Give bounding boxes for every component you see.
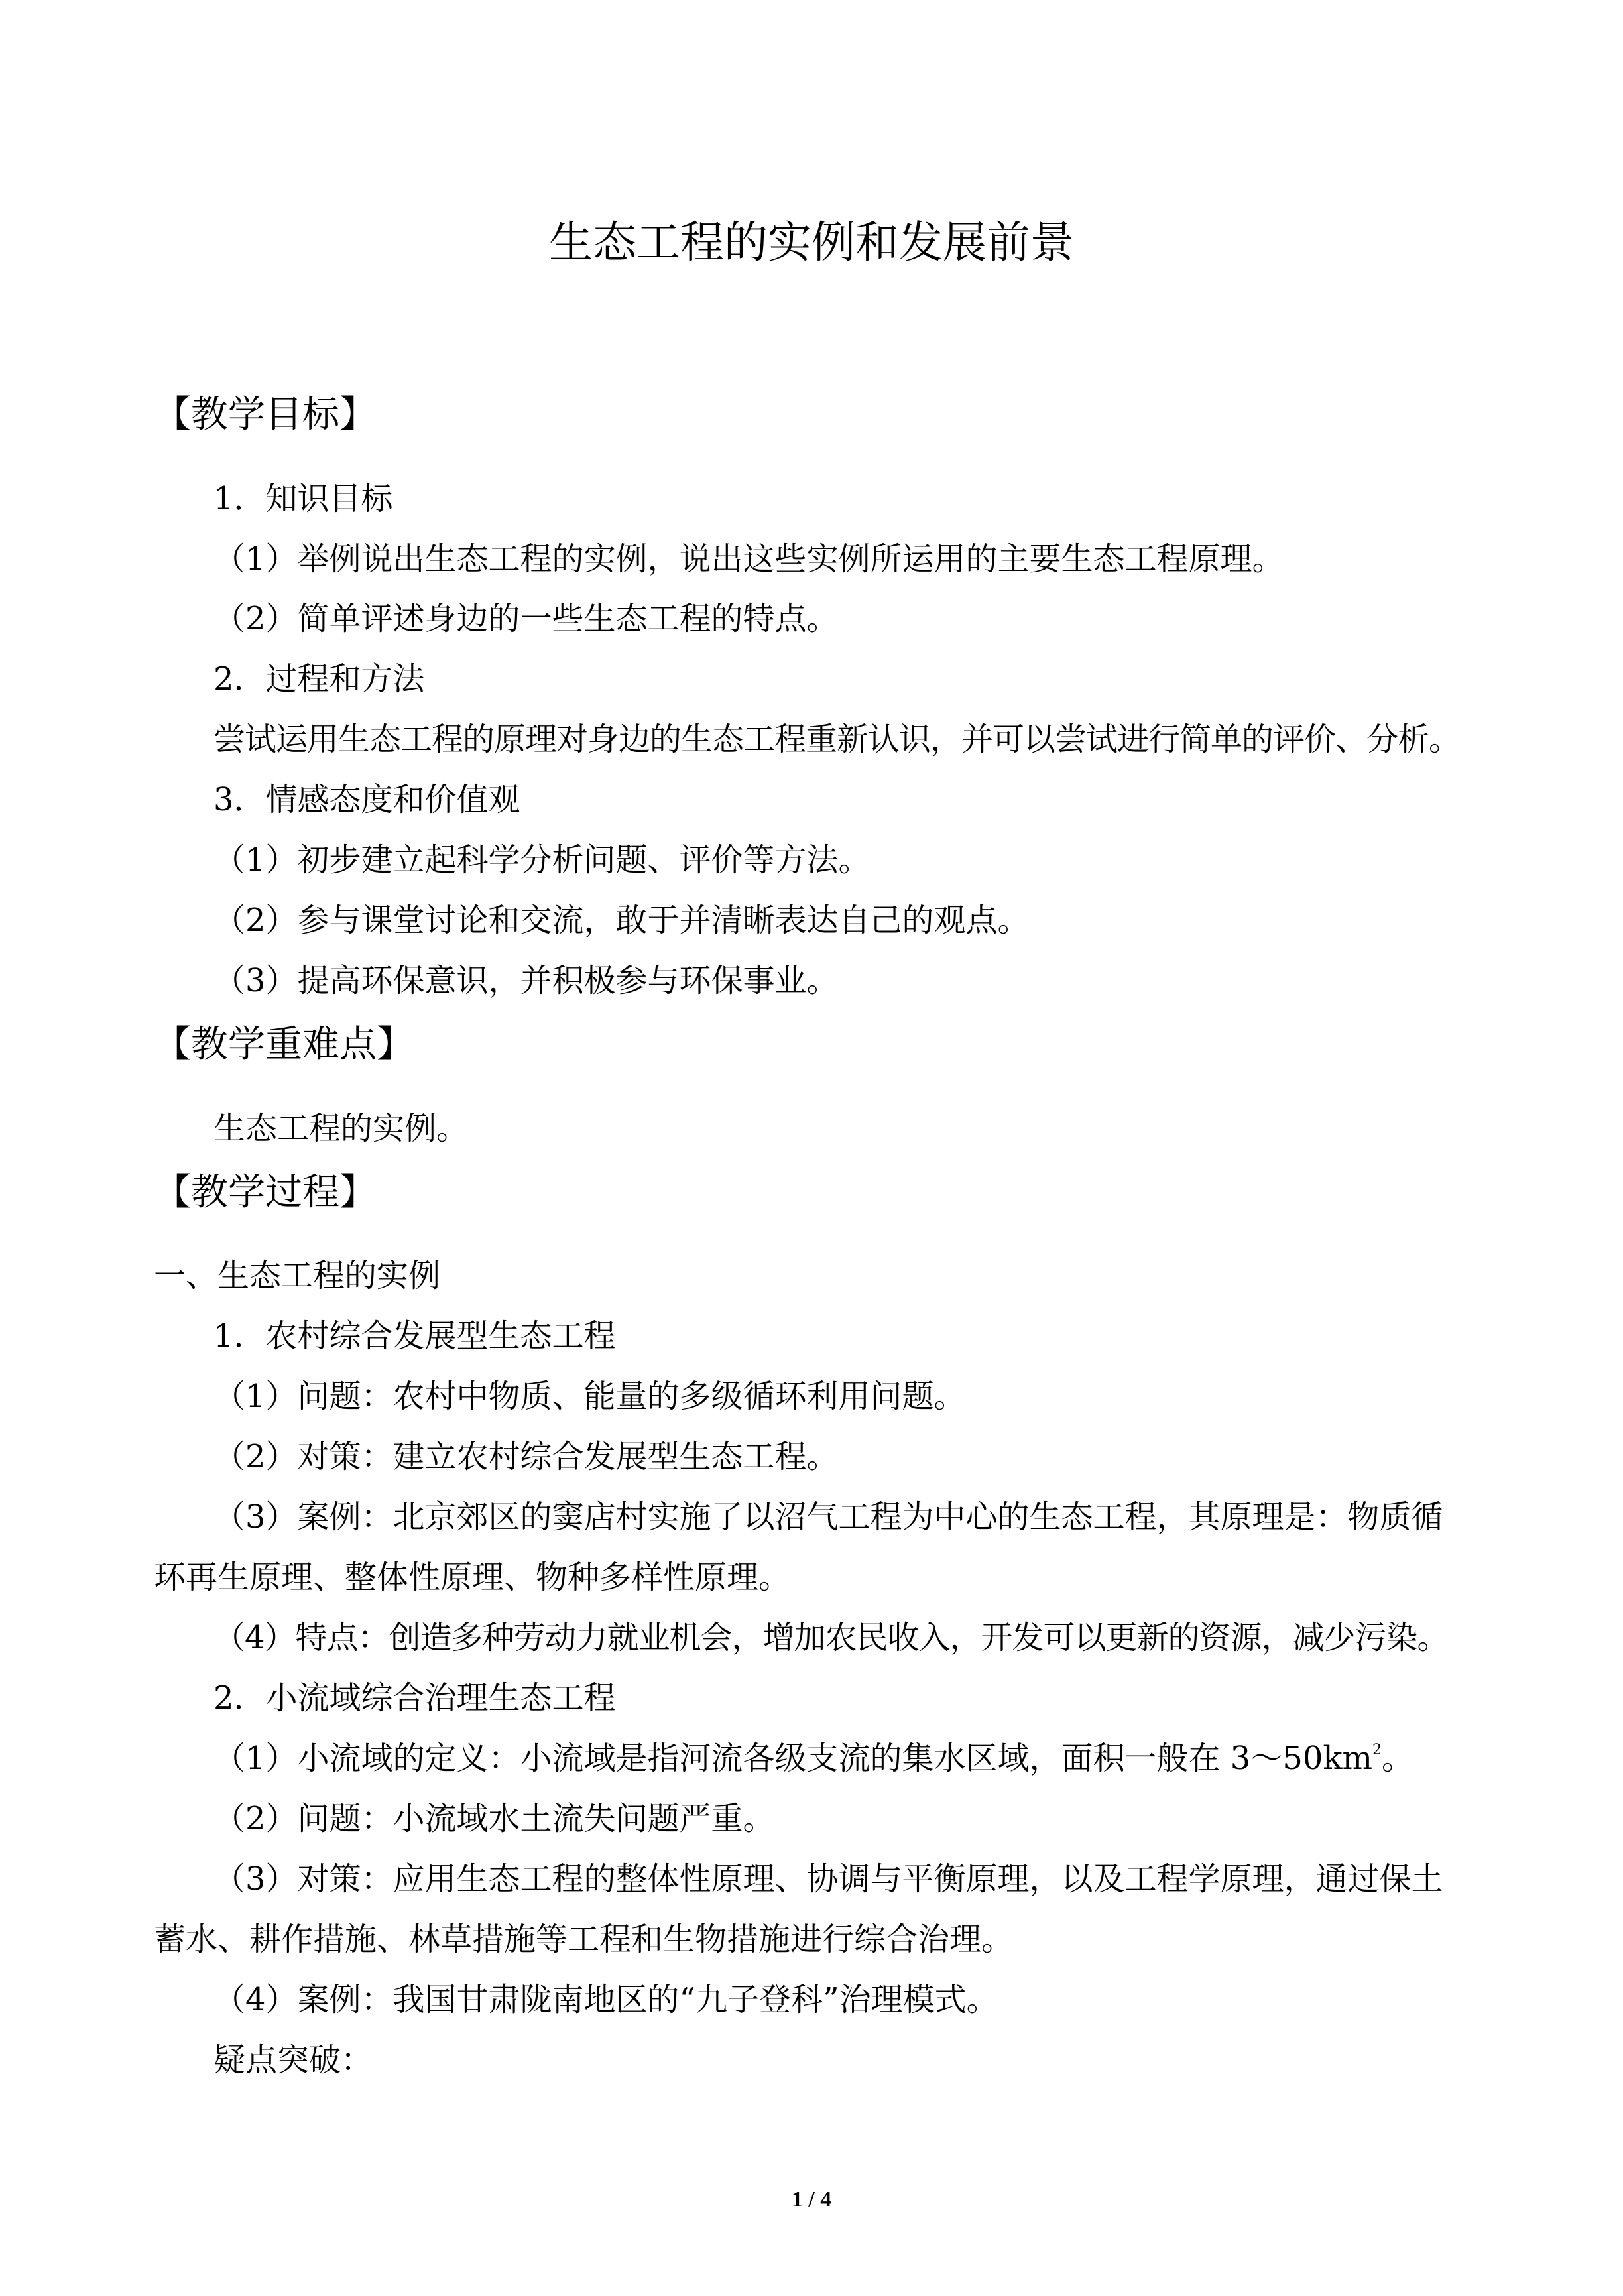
rural-item-features: （4）特点：创造多种劳动力就业机会，增加农民收入，开发可以更新的资源，减少污染。 [213,1619,1449,1656]
watershed-definition-end: 。 [1382,1740,1414,1777]
rural-item-problem: （1）问题：农村中物质、能量的多级循环利用问题。 [213,1378,966,1415]
page-indicator: 1 / 4 [791,2187,832,2212]
process-method-label: 2．过程和方法 [213,660,425,697]
emotion-goal-label: 3．情感态度和价值观 [213,781,520,818]
watershed-item-case: （4）案例：我国甘肃陇南地区的“九子登科”治理模式。 [213,1981,998,2018]
emotion-goal-item-2: （2）参与课堂讨论和交流，敢于并清晰表达自己的观点。 [213,902,1030,939]
doubt-breakthrough-label: 疑点突破： [213,2041,373,2079]
emotion-goal-item-1: （1）初步建立起科学分析问题、评价等方法。 [213,841,871,878]
watershed-item-definition [213,1738,1413,1778]
objectives-heading: 【教学目标】 [154,393,377,436]
rural-item-case-line-1: （3）案例：北京郊区的窦店村实施了以沼气工程为中心的生态工程，其原理是：物质循 [213,1498,1443,1536]
area-unit-superscript: 2 [1372,1742,1382,1758]
watershed-item-strategy-line-2: 蓄水、耕作措施、林草措施等工程和生物措施进行综合治理。 [154,1921,1014,1958]
watershed-definition-text: （1）小流域的定义：小流域是指河流各级支流的集水区域，面积一般在 3～50km [213,1740,1373,1777]
section-ecological-examples: 一、生态工程的实例 [154,1257,441,1294]
watershed-item-problem: （2）问题：小流域水土流失问题严重。 [213,1800,775,1837]
teaching-process-heading: 【教学过程】 [154,1171,377,1214]
document-title: 生态工程的实例和发展前景 [549,217,1074,268]
rural-item-strategy: （2）对策：建立农村综合发展型生态工程。 [213,1438,839,1475]
knowledge-goal-item-2: （2）简单评述身边的一些生态工程的特点。 [213,600,839,637]
knowledge-goal-label: 1．知识目标 [213,480,393,517]
emotion-goal-item-3: （3）提高环保意识，并积极参与环保事业。 [213,962,839,999]
knowledge-goal-item-1: （1）举例说出生态工程的实例，说出这些实例所运用的主要生态工程原理。 [213,540,1284,577]
process-method-text: 尝试运用生态工程的原理对身边的生态工程重新认识，并可以尝试进行简单的评价、分析。 [213,721,1461,758]
rural-item-case-line-2: 环再生原理、整体性原理、物种多样性原理。 [154,1559,791,1596]
key-points-text: 生态工程的实例。 [213,1110,469,1147]
watershed-item-strategy-line-1: （3）对策：应用生态工程的整体性原理、协调与平衡原理，以及工程学原理，通过保土 [213,1860,1443,1898]
rural-engineering-label: 1．农村综合发展型生态工程 [213,1317,616,1355]
key-points-heading: 【教学重难点】 [154,1023,414,1066]
watershed-engineering-label: 2．小流域综合治理生态工程 [213,1679,616,1717]
